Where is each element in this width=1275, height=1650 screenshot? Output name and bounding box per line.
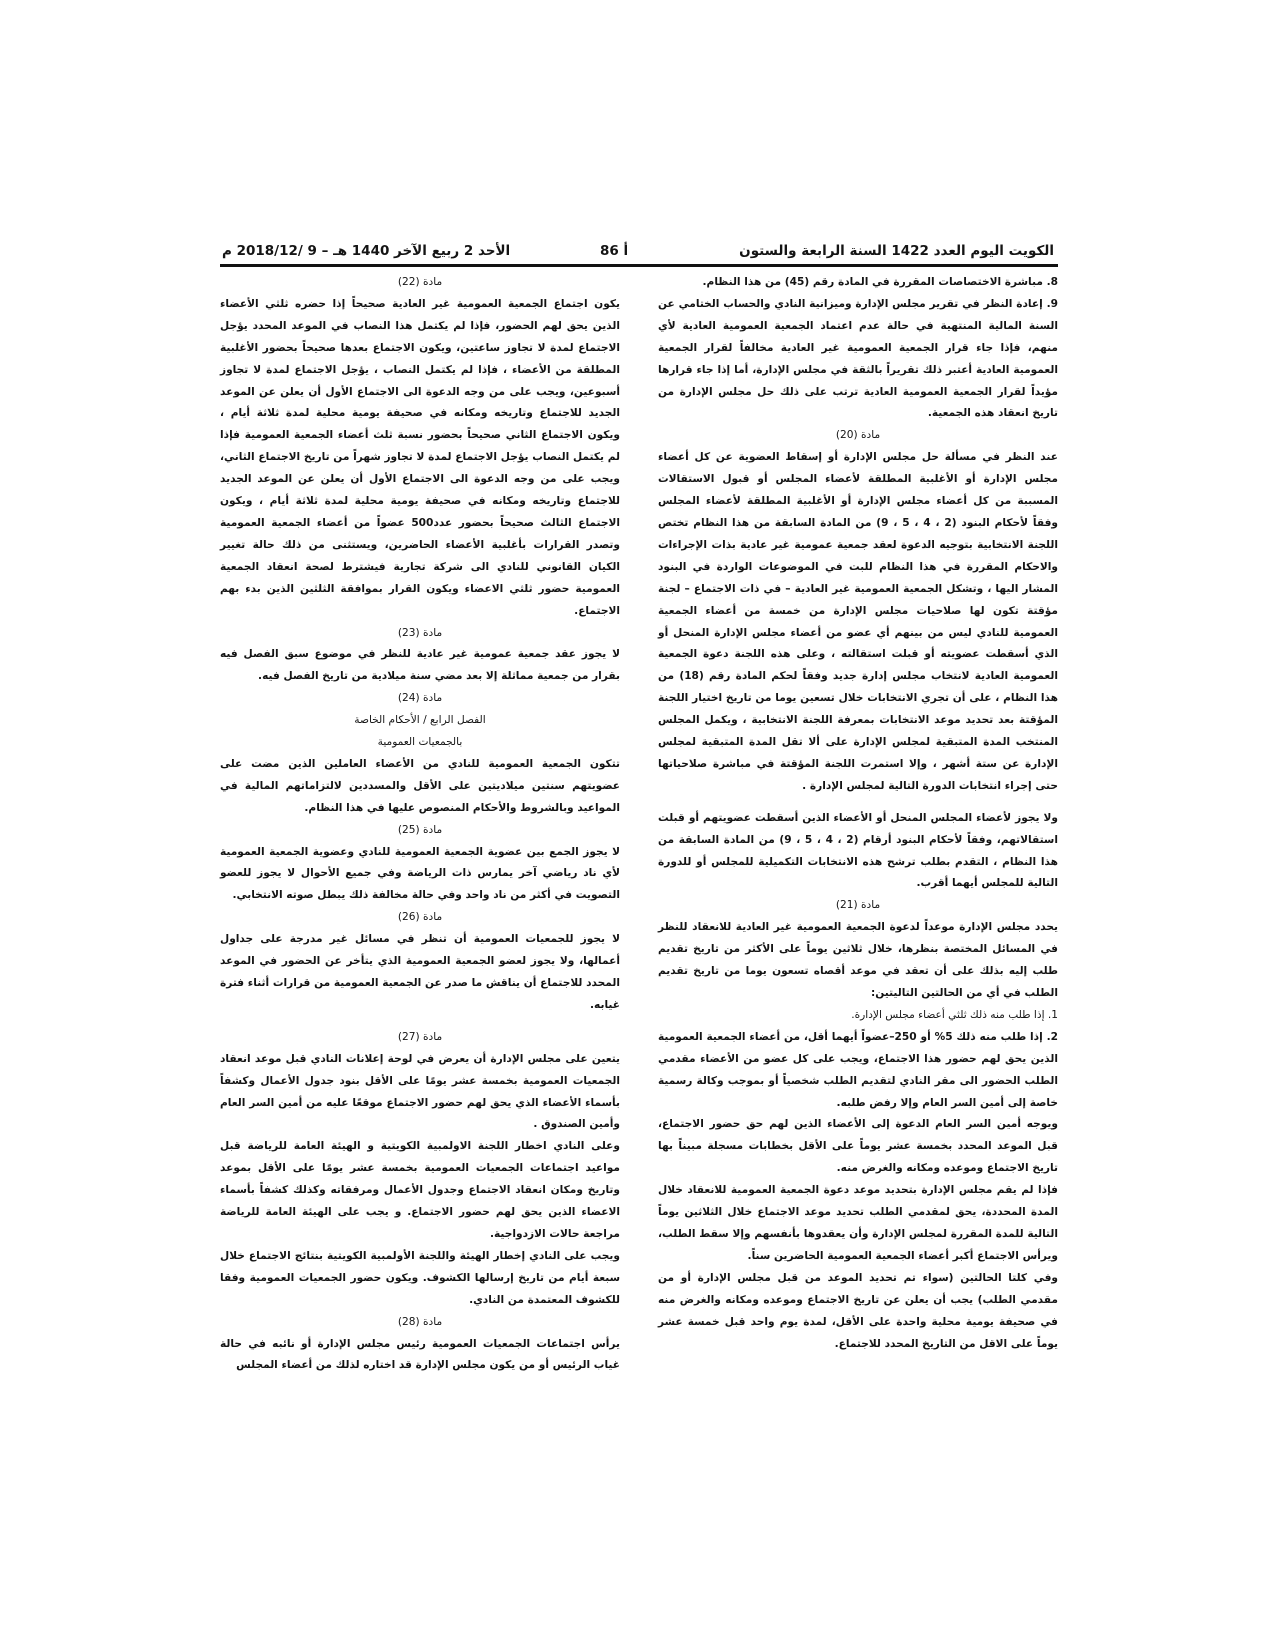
article-21-paragraph-announcement: وفي كلتا الحالتين (سواء تم تحديد الموعد من قبل مجلس الإدارة أو من مقدمي الطلب) يجب أن يعلن عن تاريخ الاجتماع وموعده ومكانه والغرض منه في صحيفة يومية محلية واحدة على الأقل، لمدة يوم واحد قبل خمسة عشر يوماً على الاقل من التاريخ المحدد للاجتماع. (658, 1271, 1058, 1350)
article-23-body: لا يجوز عقد جمعية عمومية غير عادية للنظر في موضوع سبق الفصل فيه بقرار من جمعية مماثلة إلا بعد مضي سنة ميلادية من تاريخ الفصل فيه. (220, 648, 620, 683)
article-24-body: تتكون الجمعية العمومية للنادي من الأعضاء العاملين الذين مضت على عضويتهم سنتين ميلاديتين على الأقل والمسددين لالتزاماتهم المالية في المواعيد وبالشروط والأحكام المنصوص عليها في هذا النظام. (220, 757, 620, 814)
list-item-9: 9. إعادة النظر في تقرير مجلس الإدارة وميزانية النادي والحساب الختامي عن السنة المالية المنتهية في حالة عدم اعتماد الجمعية العمومية العادية لأي منهم، فإذا جاء قرار الجمعية العمومية غير العادية مخالفاً لقرار الجمعية العمومية العادية أعتبر ذلك تقريراً بالثقة في مجلس الإدارة، أما إذا جاء قرارها مؤيداً لقرار الجمعية العمومية العادية ترتب على ذلك حل مجلس الإدارة من تاريخ انعقاد هذه الجمعية. (658, 297, 1058, 420)
article-21-paragraph-fallback: فإذا لم يقم مجلس الإدارة بتحديد موعد دعوة الجمعية العمومية للانعقاد خلال المدة المحددة، يحق لمقدمي الطلب تحديد موعد الاجتماع خلال الثلاثين يوماً التالية للمدة المقررة لمجلس الإدارة وأن يعقدوها بأنفسهم وإلا سقط الطلب، ويرأس الاجتماع أكبر أعضاء الجمعية العمومية الحاضرين سناً. (658, 1184, 1058, 1262)
article-27-body: يتعين على مجلس الإدارة أن يعرض في لوحة إعلانات النادي قبل موعد انعقاد الجمعيات العمومية بخمسة عشر يومًا على الأقل بنود جدول الأعمال وكشفاً بأسماء الأعضاء الذي يحق لهم حضور الاجتماع موقعًا عليه من أمين السر العام وأمين الصندوق . (220, 1052, 620, 1131)
article-heading-24: مادة (24) (397, 692, 443, 705)
article-26-body: لا يجوز للجمعيات العمومية أن تنظر في مسائل غير مدرجة على جداول أعمالها، ولا يجوز لعضو الجمعية العمومية الذي يتأخر عن الحضور في الموعد المحدد للاجتماع أن يناقش ما صدر عن الجمعية العمومية من قرارات أثناء فترة غيابه. (220, 933, 620, 1011)
article-heading-22: مادة (22) (397, 276, 443, 288)
article-heading-20: مادة (20) (835, 429, 881, 442)
article-21-item-1: 1. إذا طلب منه ذلك ثلثي أعضاء مجلس الإدارة. (851, 1008, 1058, 1021)
page-header (220, 238, 1058, 267)
article-21-item-2: 2. إذا طلب منه ذلك 5% أو 250–عضواً أيهما أقل، من أعضاء الجمعية العمومية الذين يحق لهم حضور هذا الاجتماع، ويجب على كل عضو من الأعضاء مقدمي الطلب الحضور الى مقر النادي لتقديم الطلب شخصياً أو بموجب وكالة رسمية خاصة إلى أمين السر العام وإلا رفض طلبه. (658, 1030, 1058, 1109)
article-heading-25: مادة (25) (397, 823, 443, 836)
article-heading-26: مادة (26) (397, 911, 443, 924)
right-column (658, 272, 1058, 1355)
chapter-subheading: بالجمعيات العمومية (377, 736, 463, 749)
article-21-paragraph-notice: ويوجه أمين السر العام الدعوة إلى الأعضاء الذين لهم حق حضور الاجتماع، قبل الموعد المحدد بخمسة عشر يوماً على الأقل بخطابات مسجلة مبيناً بها تاريخ الاجتماع وموعده ومكانه والغرض منه. (658, 1118, 1058, 1175)
header-date: الأحد 2 ربيع الآخر 1440 هـ – 9 /2018/12 م (222, 243, 511, 259)
article-heading-27: مادة (27) (397, 1030, 443, 1043)
chapter-heading: الفصل الرابع / الأحكام الخاصة (354, 714, 486, 727)
article-27-paragraph-2: وعلى النادي اخطار اللجنة الاولمبية الكويتية و الهيئة العامة للرياضة قبل مواعيد اجتماعات الجمعيات العمومية بخمسة عشر يومًا على الأقل بموعد وتاريخ ومكان انعقاد الاجتماع وجدول الأعمال ومرفقاته وكذلك كشفاً بأسماء الاعضاء الذين يحق لهم حضور الاجتماع. و يجب على الهيئة العامة للرياضة مراجعة حالات الازدواجية. (220, 1140, 620, 1240)
article-22-body: يكون اجتماع الجمعية العمومية غير العادية صحيحاً إذا حضره ثلثي الأعضاء الذين يحق لهم الحضور، فإذا لم يكتمل هذا النصاب في الموعد المحدد يؤجل الاجتماع لمدة لا تجاوز ساعتين، ويكون الاجتماع بعدها صحيحاً بحضور الأغلبية المطلقة من الأعضاء ، فإذا لم يكتمل النصاب ، يؤجل الاجتماع لمدة لا تجاوز أسبوعين، ويجب على من وجه الدعوة الى الاجتماع الأول أن يعلن عن الموعد الجديد للاجتماع وتاريخه ومكانه في صحيفة يومية محلية لمدة ثلاثة أيام ، ويكون الاجتماع الثاني صحيحاً بحضور نسبة ثلث أعضاء الجمعية العمومية فإذا لم يكتمل النصاب يؤجل الاجتماع لمدة لا تجاوز شهراً من تاريخ الاجتماع الثاني، ويجب على من وجه الدعوة الى الاجتماع الأول أن يعلن عن الموعد الجديد للاجتماع وتاريخه ومكانه في صحيفة يومية محلية لمدة ثلاثة أيام ، ويكون الاجتماع الثالث صحيحاً بحضور عدد500 عضواً من أعضاء الجمعية العمومية وتصدر القرارات بأغلبية الأعضاء الحاضرين، ويستثنى من ذلك حالة تغيير الكيان القانوني للنادي الى شركة تجارية فيشترط لصحة انعقاد الجمعية العمومية حضور ثلثي الاعضاء ويكون القرار بموافقة الثلثين الذين بدء بهم الاجتماع. (220, 297, 621, 617)
list-item-8: 8. مباشرة الاختصاصات المقررة في المادة رقم (45) من هذا النظام. (702, 276, 1058, 288)
article-20-paragraph-2: ولا يجوز لأعضاء المجلس المنحل أو الأعضاء الذين أسقطت عضويتهم أو قبلت استقالاتهم، وفقاً لأحكام البنود أرقام (2 ، 4 ، 5 ، 9) من المادة السابقة من هذا النظام ، التقدم بطلب ترشح هذه الانتخابات التكميلية للمجلس أو للدورة التالية للمجلس أيهما أقرب. (658, 811, 1058, 890)
header-page-number: أ 86 (600, 243, 629, 259)
article-20-body: عند النظر في مسألة حل مجلس الإدارة أو إسقاط العضوية عن كل أعضاء مجلس الإدارة أو الأغلبية المطلقة لأعضاء المجلس أو قبول الاستقالات المسببة من كل أعضاء مجلس الإدارة أو الأغلبية المطلقة لأعضاء المجلس وفقاً لأحكام البنود (2 ، 4 ، 5 ، 9) من المادة السابقة من هذا النظام تختص اللجنة الانتخابية بتوجيه الدعوة لعقد جمعية عمومية غير عادية بذات الإجراءات والاحكام المقررة في هذا النظام للبت في الموضوعات الواردة في البنود المشار اليها ، وتشكل الجمعية العمومية غير العادية – في ذات الاجتماع – لجنة مؤقتة تكون لها صلاحيات مجلس الإدارة من خمسة من أعضاء الجمعية العمومية للنادي ليس من بينهم أي عضو من أعضاء مجلس الإدارة المنحل أو الذي أسقطت عضويته أو قبلت استقالته ، وعلى هذه اللجنة دعوة الجمعية العمومية العادية لانتخاب مجلس إدارة جديد وفقاً لحكم المادة رقم (18) من هذا النظام ، على أن تجري الانتخابات خلال تسعين يوما من تاريخ اختيار اللجنة المؤقتة بعد تحديد موعد الانتخابات بمعرفة اللجنة الانتخابية ، ويكمل المجلس المنتخب المدة المتبقية لمجلس الإدارة على ألا تقل المدة المتبقية لمجلس الإدارة عن ستة أشهر ، وإلا استمرت اللجنة المؤقتة في مباشرة صلاحياتها حتى إجراء انتخابات الدورة التالية لمجلس الإدارة . (658, 451, 1059, 792)
header-publication: الكويت اليوم العدد 1422 السنة الرابعة والستون (739, 243, 1054, 259)
article-heading-23: مادة (23) (397, 626, 443, 639)
article-heading-28: مادة (28) (397, 1315, 443, 1328)
article-heading-21: مادة (21) (835, 899, 881, 912)
gazette-page (220, 238, 1058, 1398)
article-28-body: يرأس اجتماعات الجمعيات العمومية رئيس مجلس الإدارة أو نائبه في حالة غياب الرئيس أو من يكون مجلس الإدارة قد اختاره لذلك من أعضاء المجلس (220, 1337, 620, 1372)
article-21-body: يحدد مجلس الإدارة موعداً لدعوة الجمعية العمومية غير العادية للانعقاد للنظر في المسائل المختصة بنظرها، خلال ثلاثين يوماً على الأكثر من تاريخ تقديم طلب إليه بذلك على أن تعقد في موعد أقصاه تسعون يوما من تاريخ تقديم الطلب في أي من الحالتين التاليتين: (658, 921, 1058, 999)
left-column (220, 272, 620, 1377)
article-25-body: لا يجوز الجمع بين عضوية الجمعية العمومية للنادي وعضوية الجمعية العمومية لأي ناد رياضي آخر يمارس ذات الرياضة وفي جميع الأحوال لا يجوز للعضو التصويت في أكثر من ناد واحد وفي حالة مخالفة ذلك يبطل صوته الانتخابي. (220, 845, 620, 902)
article-27-paragraph-3: ويجب على النادي إخطار الهيئة واللجنة الأولمبية الكويتية بنتائج الاجتماع خلال سبعة أيام من تاريخ إرسالها الكشوف. ويكون حضور الجمعيات العمومية وفقا للكشوف المعتمدة من النادي. (220, 1249, 620, 1306)
